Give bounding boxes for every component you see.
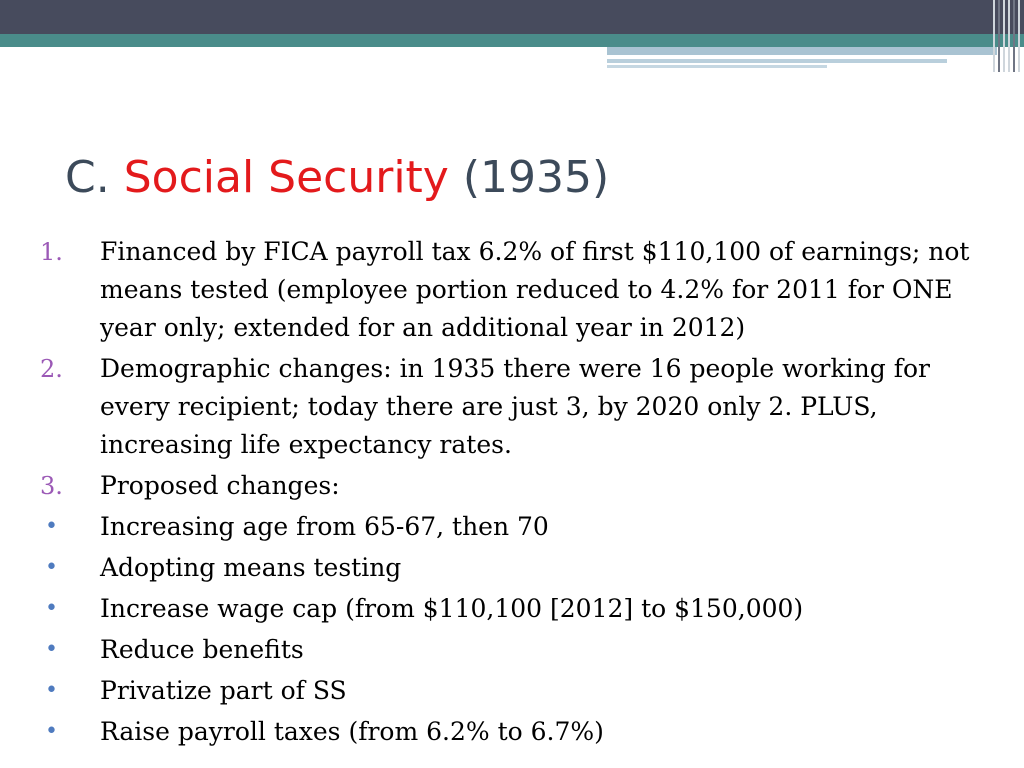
bullet-list [40,233,1000,754]
bullet-icon: • [45,555,58,580]
list-item [40,672,1000,710]
list-item-text: Increase wage cap (from $110,100 [2012] to $150,000) [100,594,804,623]
bullet-icon: • [45,719,58,744]
list-item-text: Increasing age from 65-67, then 70 [100,512,549,541]
list-item-text: Financed by FICA payroll tax 6.2% of first $110,100 of earnings; not means tested (employee portion reduced to 4.2% for 2011 for ONE year only; extended for an additional year in 2012) [100,237,970,342]
list-item [40,233,1000,347]
header-bar [0,0,1024,34]
header-light-line-short [607,65,827,68]
header-light-line [607,59,947,63]
slide-title [65,154,609,202]
list-item [40,467,1000,505]
vertical-line [993,0,995,72]
bullet-icon: • [45,678,58,703]
list-item-text: Proposed changes: [100,471,340,500]
list-item-text: Adopting means testing [100,553,402,582]
title-prefix: C. [65,152,110,203]
vertical-line [1013,0,1015,72]
header-light-band [607,47,997,55]
list-item [40,631,1000,669]
vertical-line [1003,0,1005,72]
bullet-icon: • [45,514,58,539]
list-number: 1. [40,238,63,266]
title-suffix: (1935) [462,152,610,203]
list-number: 3. [40,472,63,500]
list-item-text: Demographic changes: in 1935 there were 16 people working for every recipient; today there are just 3, by 2020 only 2. PLUS, increasing life expectancy rates. [100,354,930,459]
list-item-text: Reduce benefits [100,635,304,664]
list-number: 2. [40,355,63,383]
list-item [40,508,1000,546]
vertical-line [1018,0,1020,72]
vertical-line [998,0,1000,72]
title-highlight: Social Security [123,152,449,203]
list-item-text: Privatize part of SS [100,676,347,705]
list-item [40,549,1000,587]
header-accent-band [0,34,1024,47]
list-item [40,713,1000,751]
bullet-icon: • [45,596,58,621]
header-vertical-lines [990,0,1024,72]
vertical-line [1008,0,1010,72]
list-item [40,350,1000,464]
bullet-icon: • [45,637,58,662]
list-item-text: Raise payroll taxes (from 6.2% to 6.7%) [100,717,604,746]
list-item [40,590,1000,628]
